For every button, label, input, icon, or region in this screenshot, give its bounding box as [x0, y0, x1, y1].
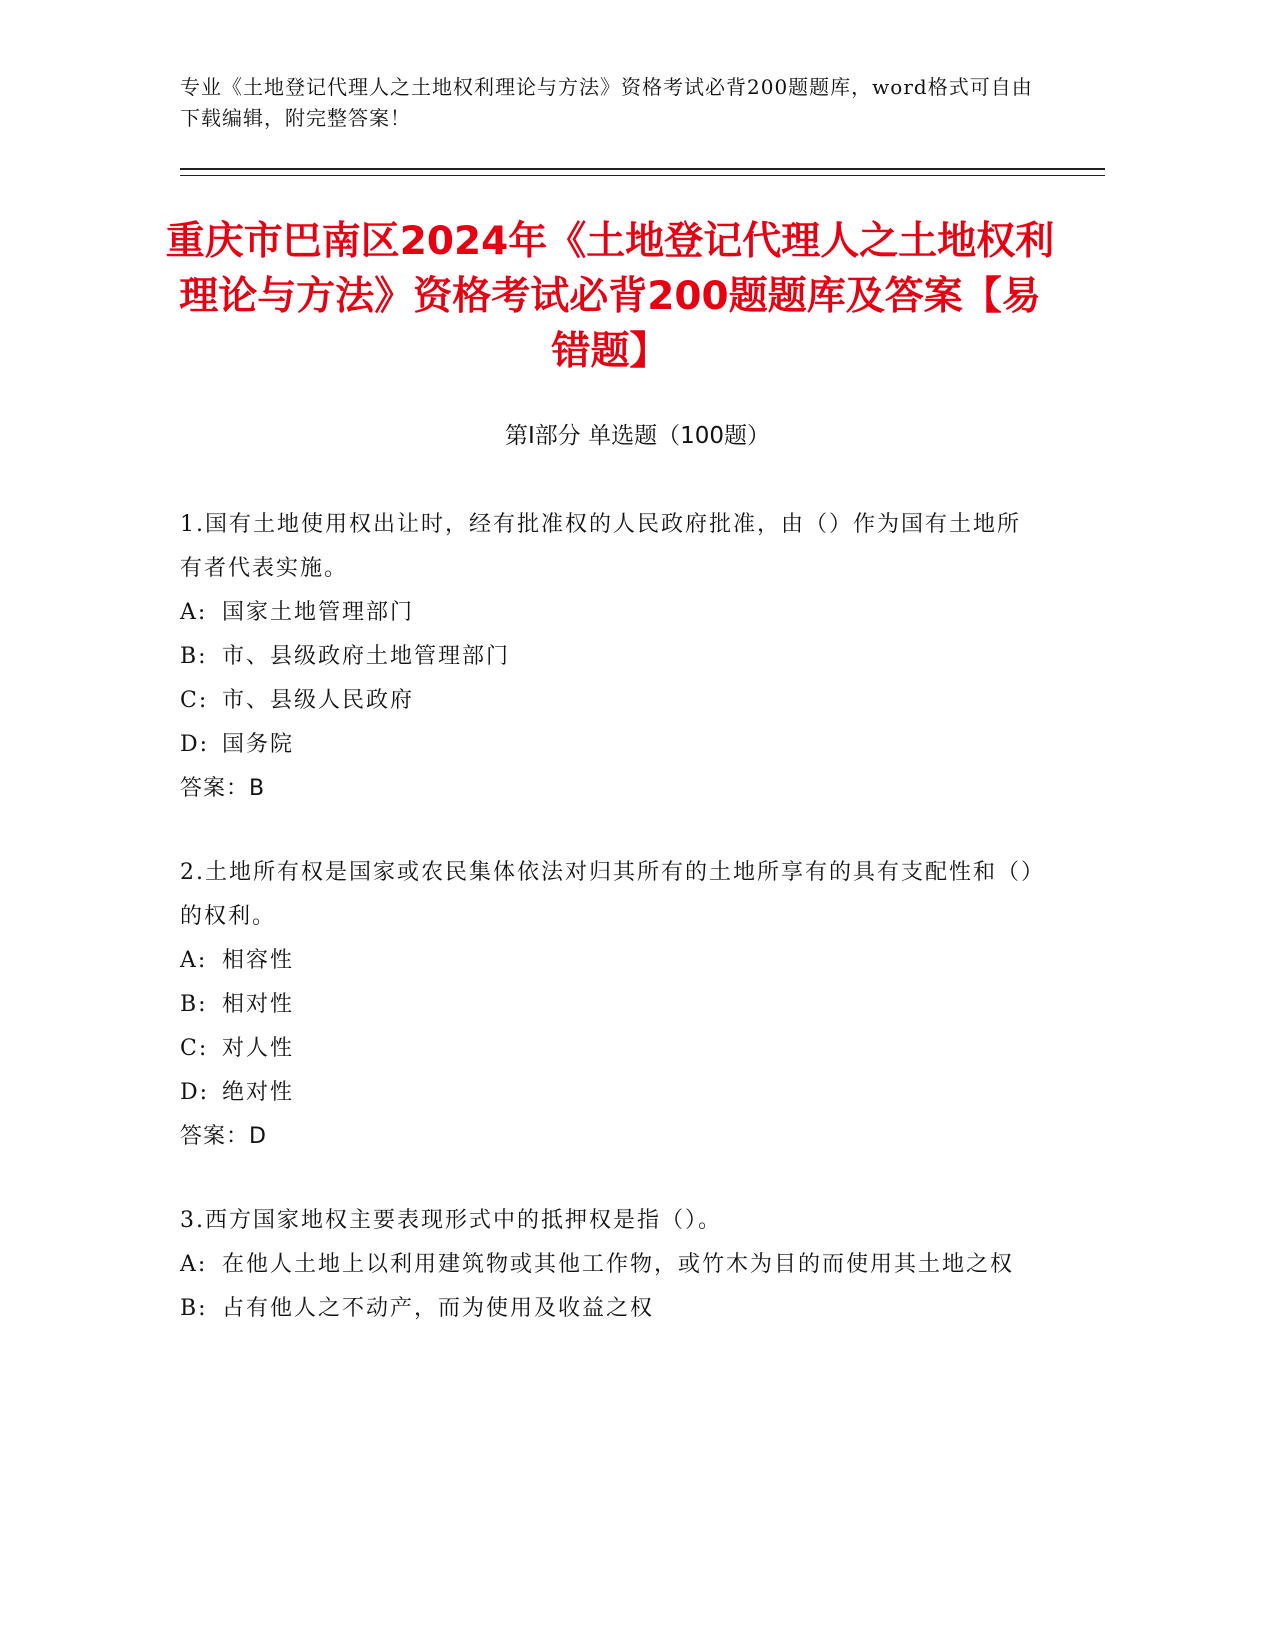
question-stem: 1.国有土地使用权出让时，经有批准权的人民政府批准，由（）作为国有土地所有者代表实施。 — [180, 512, 1021, 581]
option-d — [180, 1071, 1040, 1115]
option-text: 在他人土地上以利用建筑物或其他工作物，或竹木为目的而使用其土地之权 — [222, 1252, 1015, 1277]
question-2 — [180, 851, 1040, 1159]
option-c — [180, 679, 1040, 723]
option-text: 市、县级政府土地管理部门 — [222, 644, 511, 669]
option-letter: C: — [180, 688, 209, 713]
option-letter: A: — [180, 1252, 208, 1277]
option-a — [180, 591, 1040, 635]
option-d — [180, 723, 1040, 767]
question-stem: 3.西方国家地权主要表现形式中的抵押权是指（）。 — [180, 1208, 722, 1233]
option-letter: D: — [180, 1080, 210, 1105]
option-letter: B: — [180, 992, 208, 1017]
option-letter: C: — [180, 1036, 209, 1061]
answer-line: 答案：B — [180, 776, 266, 801]
document-title: 重庆市巴南区2024年《土地登记代理人之土地权利理论与方法》资格考试必背200题题库及答案【易错题】 — [165, 219, 1055, 374]
option-text: 国务院 — [222, 732, 295, 757]
option-text: 市、县级人民政府 — [222, 688, 415, 713]
option-text: 相对性 — [222, 992, 295, 1017]
question-3 — [180, 1199, 1040, 1331]
option-letter: A: — [180, 948, 208, 973]
option-letter: B: — [180, 1296, 208, 1321]
option-letter: D: — [180, 732, 210, 757]
option-text: 国家土地管理部门 — [222, 600, 415, 625]
header-note: 专业《土地登记代理人之土地权利理论与方法》资格考试必背200题题库，word格式可自由下载编辑，附完整答案！ — [180, 75, 1033, 130]
option-b — [180, 983, 1040, 1027]
option-b — [180, 1287, 1040, 1331]
option-text: 占有他人之不动产，而为使用及收益之权 — [222, 1296, 655, 1321]
option-text: 对人性 — [222, 1036, 295, 1061]
option-c — [180, 1027, 1040, 1071]
section-title: 第Ⅰ部分 单选题（100题） — [505, 423, 770, 449]
option-a — [180, 939, 1040, 983]
header-divider-thick — [180, 168, 1105, 170]
option-b — [180, 635, 1040, 679]
option-letter: B: — [180, 644, 208, 669]
option-a — [180, 1243, 1040, 1287]
option-text: 绝对性 — [222, 1080, 295, 1105]
option-letter: A: — [180, 600, 208, 625]
question-stem: 2.土地所有权是国家或农民集体依法对归其所有的土地所享有的具有支配性和（）的权利。 — [180, 860, 1034, 929]
header-divider-thin — [180, 175, 1105, 176]
question-1 — [180, 503, 1040, 811]
answer-line: 答案：D — [180, 1124, 267, 1149]
option-text: 相容性 — [222, 948, 295, 973]
